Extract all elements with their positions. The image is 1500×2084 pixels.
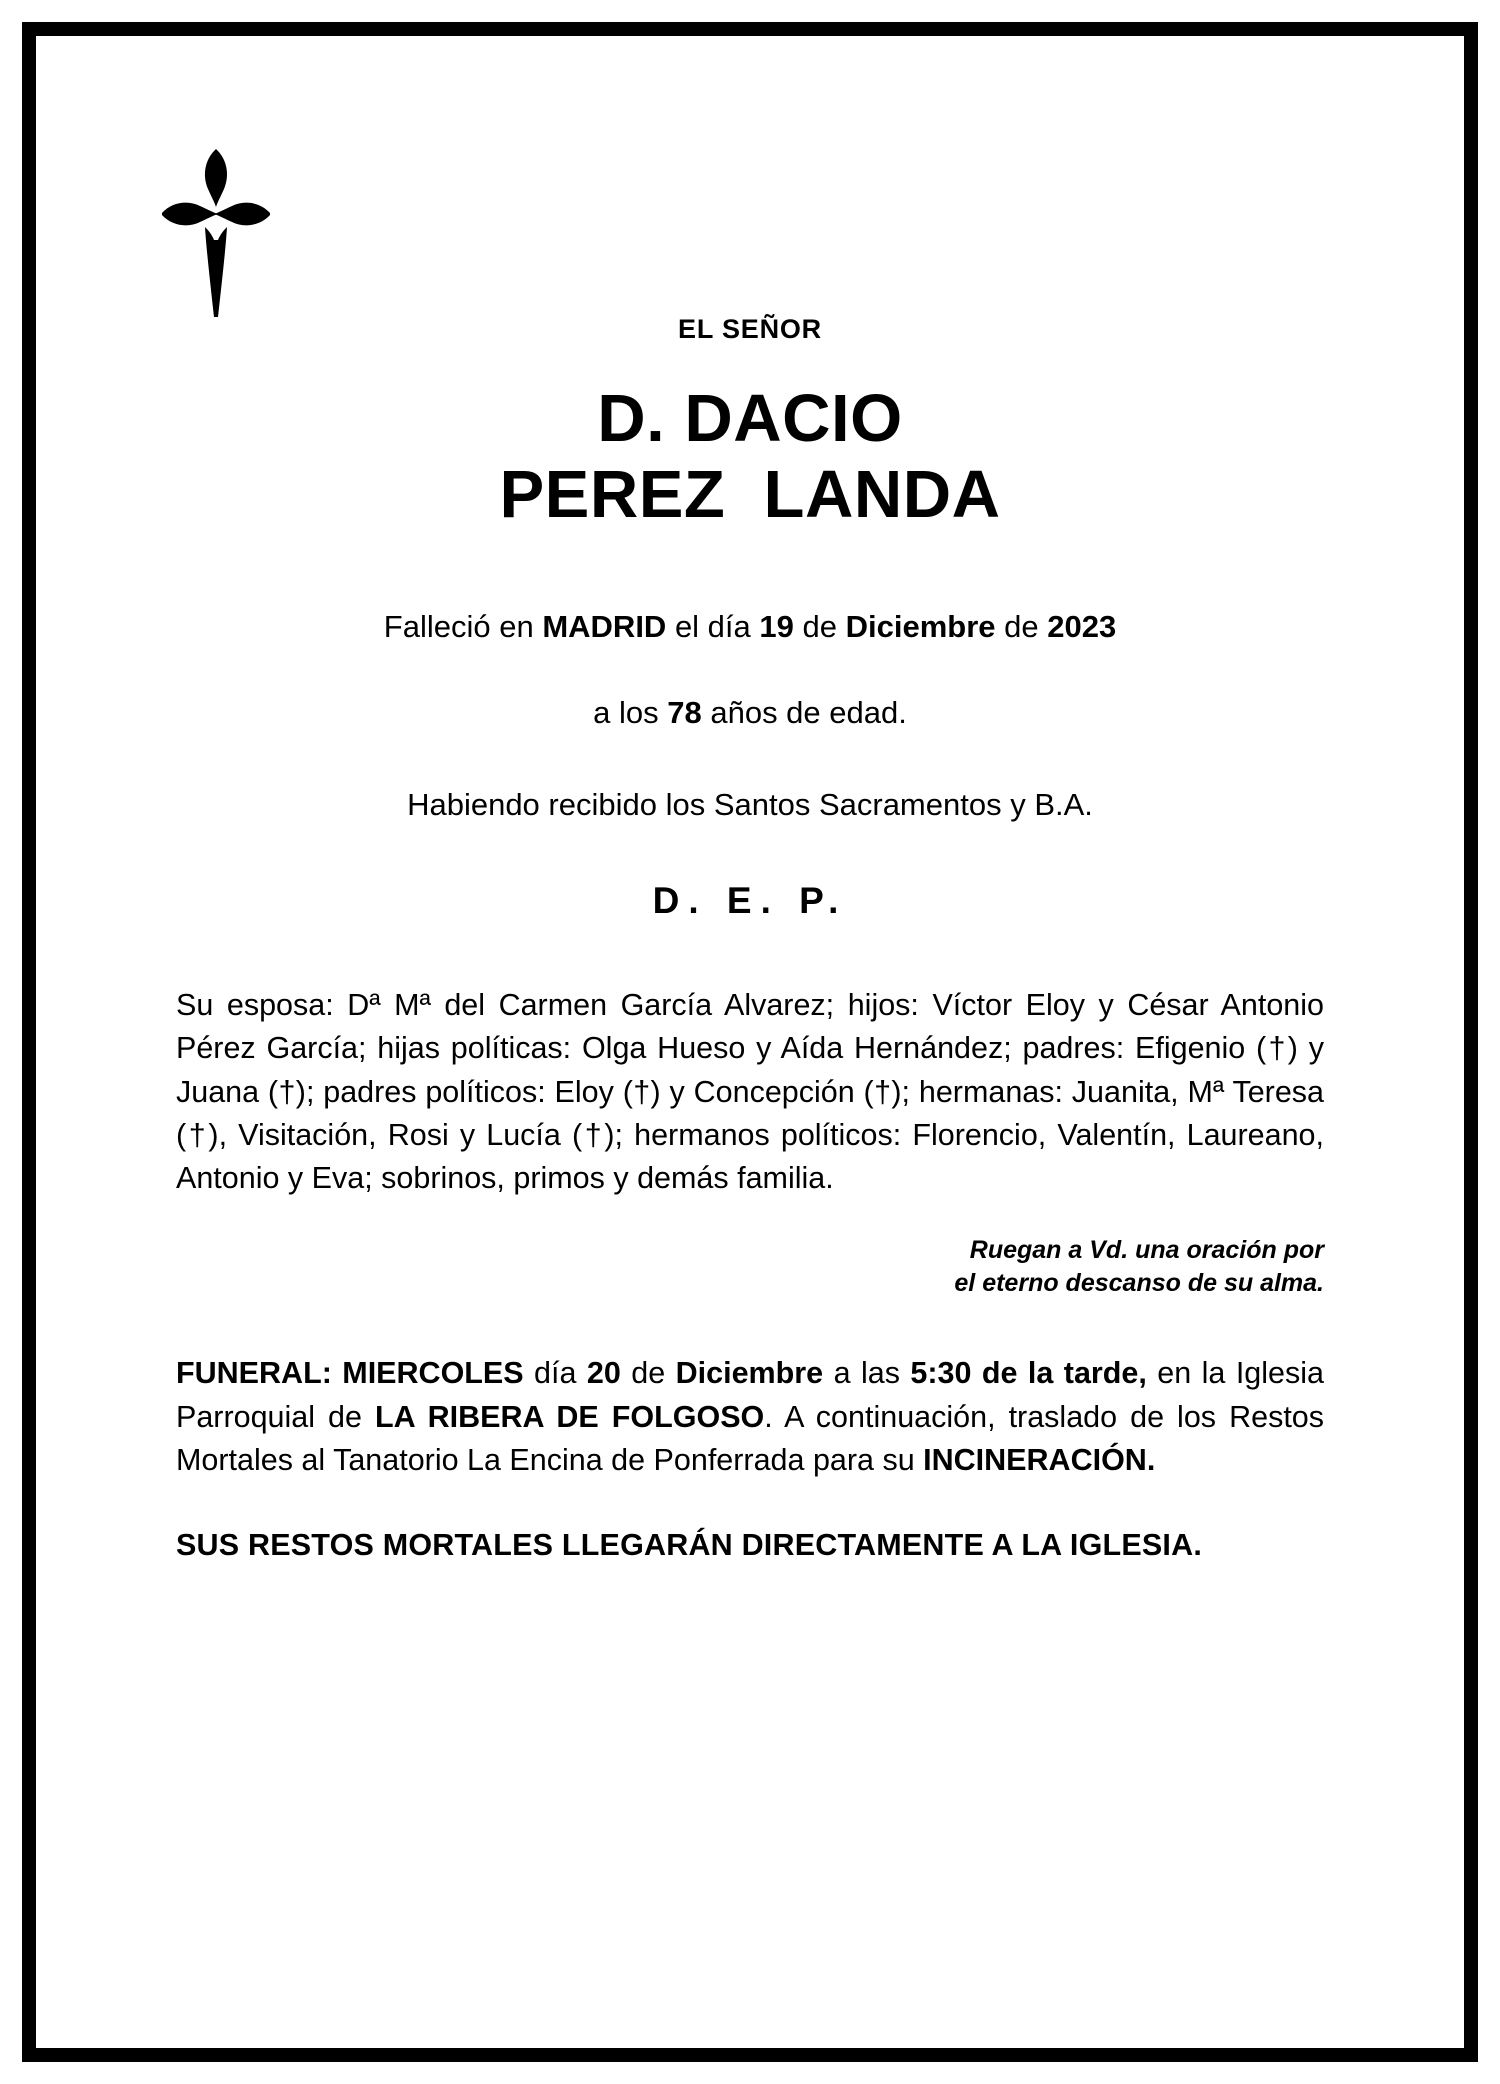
death-day: 19 <box>759 609 794 645</box>
dep-abbreviation: D. E. P. <box>652 879 848 921</box>
death-prefix: Falleció en <box>383 609 543 645</box>
death-place: MADRID <box>542 609 667 645</box>
age-line <box>176 692 1324 734</box>
content-area <box>36 36 1464 2048</box>
death-date-line <box>176 606 1324 648</box>
name-line-surname: PEREZ LANDA <box>499 456 1001 532</box>
age-suffix: años de edad. <box>701 695 907 731</box>
funeral-label: FUNERAL: MIERCOLES <box>176 1356 524 1391</box>
santiago-cross-icon <box>156 141 276 321</box>
funeral-disposition: INCINERACIÓN. <box>923 1443 1156 1478</box>
death-month: Diciembre <box>845 609 996 645</box>
prayer-request <box>176 1234 1324 1300</box>
funeral-time: 5:30 de la tarde, <box>910 1356 1147 1391</box>
final-notice: SUS RESTOS MORTALES LLEGARÁN DIRECTAMENTE A LA IGLESIA. <box>176 1528 1203 1563</box>
prayer-line-2: el eterno descanso de su alma. <box>954 1269 1324 1298</box>
black-border-frame <box>22 22 1478 2062</box>
funeral-text-1: día <box>523 1356 587 1391</box>
death-mid-2: de <box>793 609 846 645</box>
age-prefix: a los <box>593 695 668 731</box>
death-mid-1: el día <box>666 609 760 645</box>
sacraments-line: Habiendo recibido los Santos Sacramentos y B.A. <box>407 787 1093 823</box>
age-value: 78 <box>667 695 702 731</box>
family-paragraph: Su esposa: Dª Mª del Carmen García Alvarez; hijos: Víctor Eloy y César Antonio Pérez García; hijas políticas: Olga Hueso y Aída Hernández; padres: Efigenio (†) y Juana (†); padres políticos: Eloy (†) y Concepción (†); hermanas: Juanita, Mª Teresa (†), Visitación, Rosi y Lucía (†); hermanos políticos: Florencio, Valentín, Laureano, Antonio y Eva; sobrinos, primos y demás familia. <box>176 987 1324 1196</box>
funeral-text-2: de <box>620 1356 676 1391</box>
funeral-church: LA RIBERA DE FOLGOSO <box>375 1399 765 1434</box>
deceased-name <box>176 381 1324 532</box>
name-line-first: D. DACIO <box>597 381 903 456</box>
death-year: 2023 <box>1047 609 1117 645</box>
funeral-details <box>176 1352 1324 1482</box>
funeral-month: Diciembre <box>675 1356 824 1391</box>
honorific-label: EL SEÑOR <box>678 314 822 344</box>
death-mid-3: de <box>995 609 1048 645</box>
funeral-text-5: . A continuación, traslado de los Restos Mortales al Tanatorio La Encina de Ponferrada para su <box>176 1399 1325 1478</box>
prayer-line-1: Ruegan a Vd. una oración por <box>969 1236 1324 1265</box>
funeral-day: 20 <box>586 1356 621 1391</box>
funeral-text-4: en la Iglesia Parroquial de <box>176 1356 1324 1434</box>
funeral-text-3: a las <box>823 1356 911 1391</box>
